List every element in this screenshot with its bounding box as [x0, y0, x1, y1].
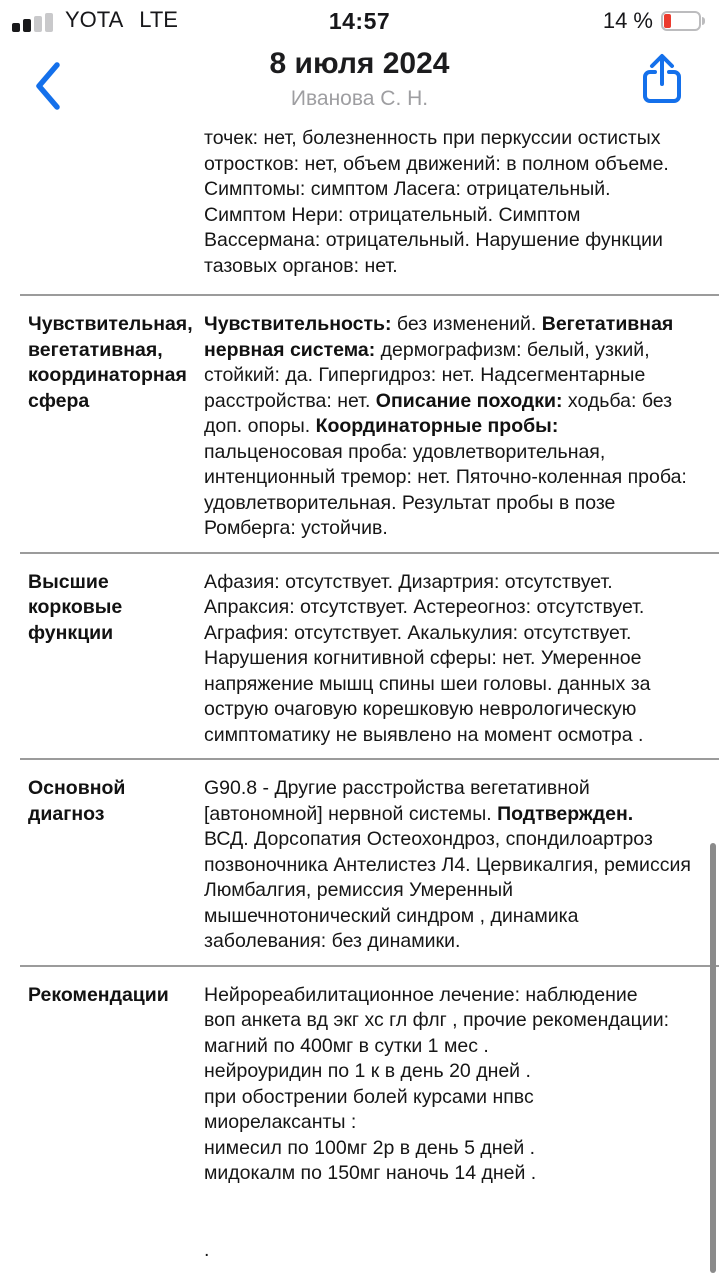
section-label	[28, 126, 204, 279]
share-icon	[639, 94, 685, 109]
status-bar	[0, 0, 719, 42]
battery-percent: 14 %	[602, 8, 653, 33]
record-section	[20, 758, 719, 965]
section-content: точек: нет, болезненность при перкуссии остистых отростков: нет, объем движений: в полном объеме. Симптомы: симптом Ласега: отрицательный. Симптом Нери: отрицательный. Симптом Вассермана: отрицательный. Нарушение функции тазовых органов: нет.	[204, 127, 669, 277]
section-content: Афазия: отсутствует. Дизартрия: отсутствует. Апраксия: отсутствует. Астереогноз: отсутствует. Аграфия: отсутствует. Акалькулия: отсутствует. Нарушения когнитивной сферы: нет. Умеренное напряжение мышц спины шеи головы. данных за острую очаговую корешковую неврологическую симптоматику не выявлено на момент осмотра .	[204, 570, 651, 746]
section-label: Высшие корковые функции	[28, 570, 123, 644]
page-subtitle: Иванова С. Н.	[290, 87, 429, 110]
section-label: Рекомендации	[28, 983, 169, 1006]
scrollbar-thumb[interactable]	[710, 843, 716, 1273]
section-content: G90.8 - Другие расстройства вегетативной [автономной] нервной системы. Подтвержден. ВСД. Дорсопатия Остеохондроз, спондилоартроз позвоночника Антелистез Л4. Цервикалгия, ремиссия Люмбалгия, ремиссия Умеренный мышечнотонический синдром , динамика заболевания: без динамики.	[204, 777, 691, 952]
share-button[interactable]	[639, 52, 685, 106]
record-section	[20, 118, 719, 294]
page-title: 8 июля 2024	[269, 47, 450, 80]
section-label: Чувствительная, вегетативная, координаторная сфера	[28, 313, 193, 412]
nav-header	[0, 42, 719, 118]
record-section	[20, 552, 719, 759]
record-section	[20, 294, 719, 552]
section-content: Чувствительность: без изменений. Вегетативная нервная система: дермографизм: белый, узкий, стойкий: да. Гипергидроз: нет. Надсегментарные расстройства: нет. Описание походки: ходьба: без доп. опоры. Координаторные пробы: пальценосовая проба: удовлетворительная, интенционный тремор: нет. Пяточно-коленная проба: удовлетворительная. Результат пробы в позе Ромберга: устойчив.	[204, 313, 687, 539]
record-section	[20, 965, 719, 1274]
status-time: 14:57	[328, 7, 391, 34]
battery-icon	[661, 11, 707, 31]
carrier-name: YOTA	[65, 7, 124, 32]
medical-record-document	[0, 118, 719, 1273]
network-type: LTE	[139, 7, 178, 32]
section-content: Нейрореабилитационное лечение: наблюдение воп анкета вд экг хс гл флг , прочие рекомендации: магний по 400мг в сутки 1 мес . нейроуридин по 1 к в день 20 дней . при обострении болей курсами нпвс миорелаксанты : нимесил по 100мг 2р в день 5 дней . мидокалм по 150мг наночь 14 дней . .	[204, 983, 670, 1261]
section-label: Основной диагноз	[28, 777, 126, 825]
